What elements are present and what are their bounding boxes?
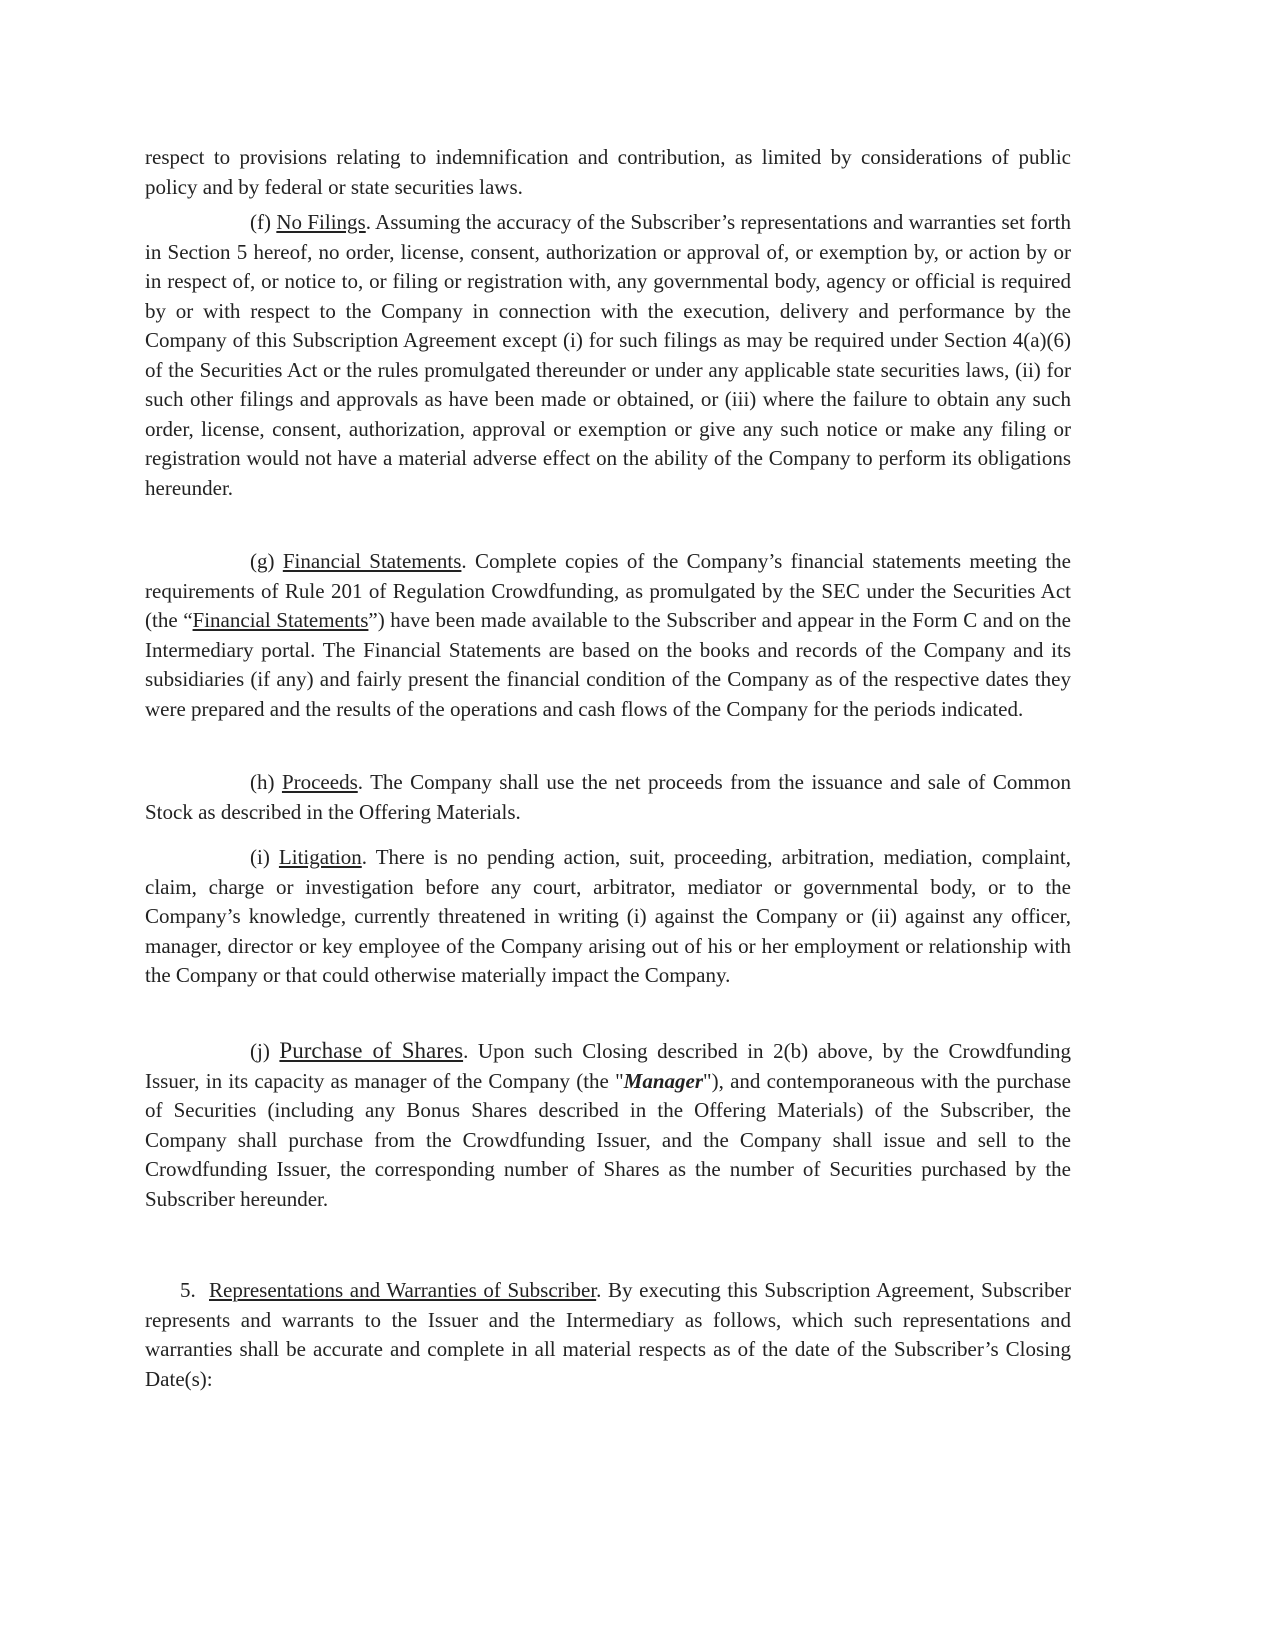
section-text: . Complete copies of the Company’s financial statements meeting the requirements of Rule 201 of Regulation Crowdfunding, as promulgated by the SEC under the Securities Act (the “ bbox=[145, 549, 1071, 632]
section-heading: Representations and Warranties of Subscriber bbox=[209, 1278, 597, 1302]
section-j-purchase-of-shares bbox=[145, 1036, 1071, 1214]
defined-term: Manager bbox=[623, 1068, 704, 1093]
section-label: (i) bbox=[250, 845, 279, 869]
section-h-proceeds bbox=[145, 768, 1071, 827]
section-i-litigation bbox=[145, 843, 1071, 991]
section-g-financial-statements bbox=[145, 547, 1071, 724]
section-heading: Financial Statements bbox=[282, 549, 462, 573]
section-label: (h) bbox=[250, 770, 282, 794]
section-label: (g) bbox=[250, 549, 283, 573]
section-heading: Litigation bbox=[278, 845, 362, 869]
section-text: . Upon such Closing described in 2(b) above, by the Crowdfunding Issuer, in its capacity as manager of the Company (the " bbox=[145, 1039, 1071, 1093]
section-label: 5. bbox=[180, 1278, 209, 1302]
paragraph-continuation bbox=[145, 143, 1071, 202]
section-text: . The Company shall use the net proceeds from the issuance and sale of Common Stock as described in the Offering Materials. bbox=[145, 770, 1071, 824]
section-text: ”) have been made available to the Subscriber and appear in the Form C and on the Intermediary portal. The Financial Statements are based on the books and records of the Company and its subsidiaries (if any) and fairly present the financial condition of the Company as of the respective dates they were prepared and the results of the operations and cash flows of the Company for the periods indicated. bbox=[145, 608, 1071, 721]
section-text: "), and contemporaneous with the purchase of Securities (including any Bonus Shares described in the Offering Materials) of the Subscriber, the Company shall purchase from the Crowdfunding Issuer, and the Company shall issue and sell to the Crowdfunding Issuer, the corresponding number of Shares as the number of Securities purchased by the Subscriber hereunder. bbox=[145, 1068, 1071, 1211]
section-label: (f) bbox=[250, 210, 277, 234]
defined-term: Financial Statements bbox=[192, 608, 369, 632]
section-text: . There is no pending action, suit, proceeding, arbitration, mediation, complaint, claim, charge or investigation before any court, arbitrator, mediator or governmental body, or to the Company’s knowledge, currently threatened in writing (i) against the Company or (ii) against any officer, manager, director or key employee of the Company arising out of his or her employment or relationship with the Company or that could otherwise materially impact the Company. bbox=[145, 845, 1071, 987]
section-text: . Assuming the accuracy of the Subscriber’s representations and warranties set forth in Section 5 hereof, no order, license, consent, authorization or approval of, or exemption by, or action by or in respect of, or notice to, or filing or registration with, any governmental body, agency or official is required by or with respect to the Company in connection with the execution, delivery and performance by the Company of this Subscription Agreement except (i) for such filings as may be required under Section 4(a)(6) of the Securities Act or the rules promulgated thereunder or under any applicable state securities laws, (ii) for such other filings and approvals as have been made or obtained, or (iii) where the failure to obtain any such order, license, consent, authorization, approval or exemption or give any such notice or make any filing or registration would not have a material adverse effect on the ability of the Company to perform its obligations hereunder. bbox=[145, 210, 1071, 500]
section-heading: Purchase of Shares bbox=[279, 1038, 464, 1063]
section-heading: No Filings bbox=[276, 210, 366, 234]
section-5-representations bbox=[145, 1276, 1071, 1394]
section-heading: Proceeds bbox=[281, 770, 358, 794]
section-f-no-filings bbox=[145, 208, 1071, 503]
section-text: . By executing this Subscription Agreement, Subscriber represents and warrants to the Issuer and the Intermediary as follows, which such representations and warranties shall be accurate and complete in all material respects as of the date of the Subscriber’s Closing Date(s): bbox=[145, 1278, 1071, 1391]
section-label: (j) bbox=[250, 1039, 280, 1063]
paragraph-text: respect to provisions relating to indemnification and contribution, as limited by considerations of public policy and by federal or state securities laws. bbox=[145, 145, 1071, 199]
